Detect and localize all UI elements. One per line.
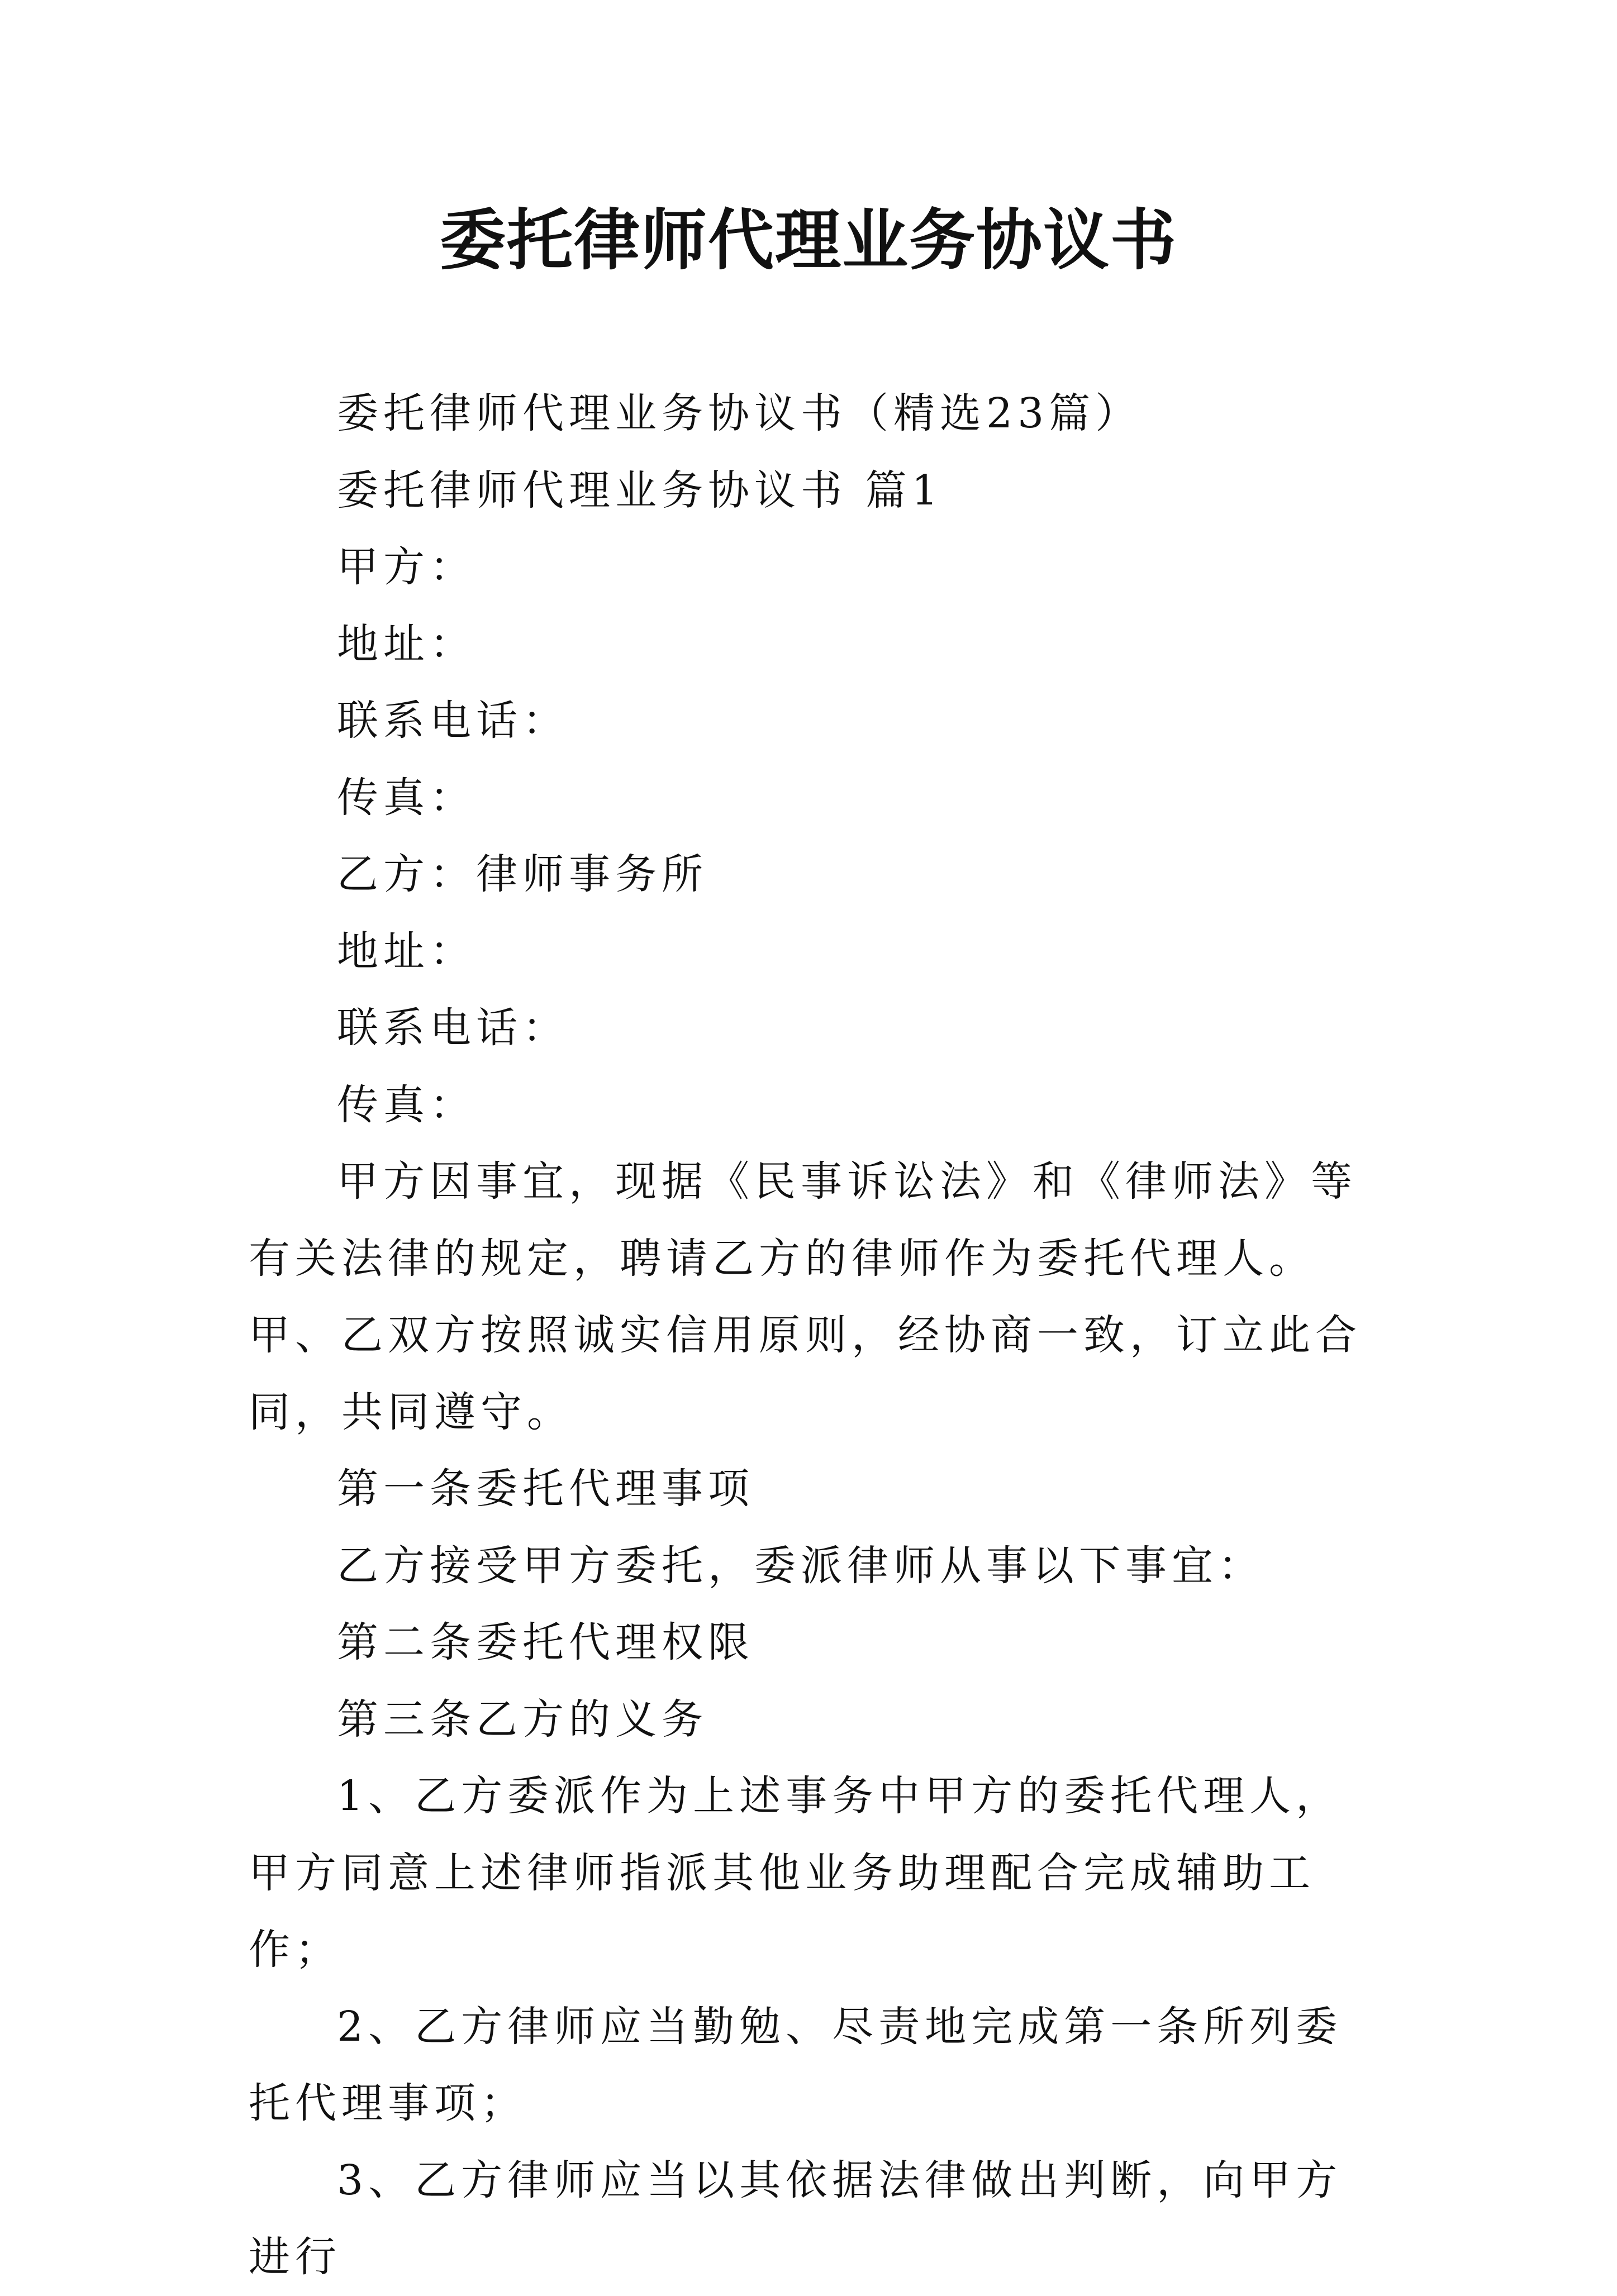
party-b-label: 乙方：律师事务所 xyxy=(337,850,708,898)
article-3-heading: 第三条乙方的义务 xyxy=(337,1695,708,1744)
document-title: 委托律师代理业务协议书 xyxy=(439,201,1177,279)
article-3-item-3: 3、乙方律师应当以其依据法律做出判断，向甲方进行 xyxy=(249,2156,1343,2281)
party-b-fax: 传真： xyxy=(337,1080,476,1129)
article-1-text: 乙方接受甲方委托，委派律师从事以下事宜： xyxy=(337,1541,1264,1590)
subtitle-selection: 委托律师代理业务协议书（精选23篇） xyxy=(337,389,1142,437)
party-a-address: 地址： xyxy=(337,620,476,668)
section-heading-part1: 委托律师代理业务协议书 篇1 xyxy=(337,466,943,515)
party-b-address: 地址： xyxy=(337,927,476,975)
party-a-fax: 传真： xyxy=(337,773,476,822)
article-3-item-1: 1、乙方委派作为上述事务中甲方的委托代理人，甲方同意上述律师指派其他业务助理配合完成辅助工作； xyxy=(249,1772,1343,1974)
article-3-item-2: 2、乙方律师应当勤勉、尽责地完成第一条所列委托代理事项； xyxy=(249,2002,1343,2127)
document-body xyxy=(249,375,1388,2296)
preamble-paragraph: 甲方因事宜，现据《民事诉讼法》和《律师法》等有关法律的规定，聘请乙方的律师作为委托代理人。甲、乙双方按照诚实信用原则，经协商一致，订立此合同，共同遵守。 xyxy=(249,1157,1362,1436)
party-a-label: 甲方： xyxy=(337,543,476,591)
party-a-phone: 联系电话： xyxy=(337,697,569,745)
article-1-heading: 第一条委托代理事项 xyxy=(337,1465,754,1513)
article-2-heading: 第二条委托代理权限 xyxy=(337,1618,754,1666)
party-b-phone: 联系电话： xyxy=(337,1004,569,1052)
